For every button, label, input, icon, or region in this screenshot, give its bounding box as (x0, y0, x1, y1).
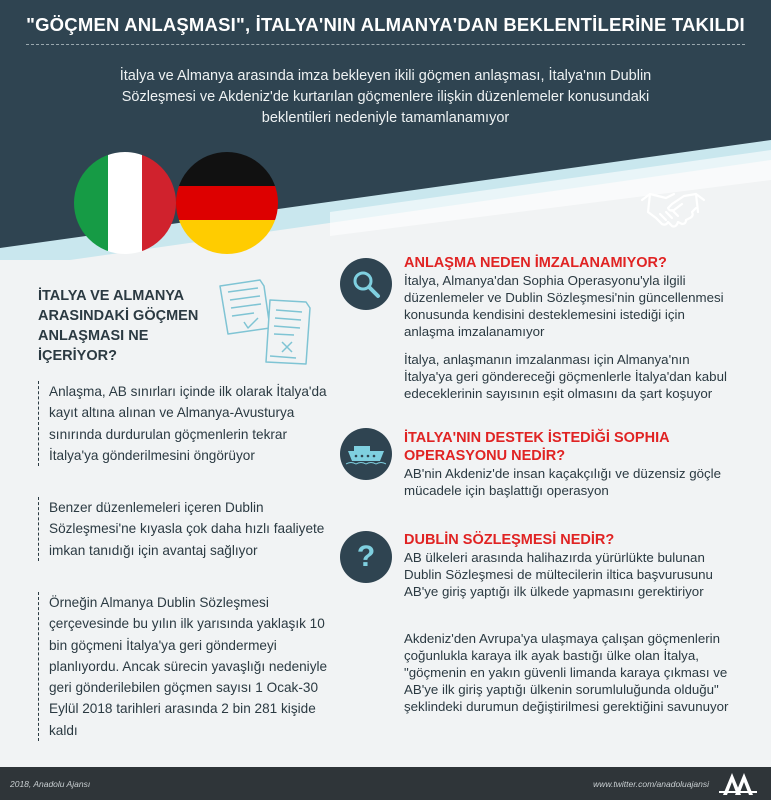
search-icon (340, 258, 392, 310)
list-item: Anlaşma, AB sınırları içinde ilk olarak İtalya'da kayıt altına alınan ve Almanya-Avusturya sınırında durdurulan göçmenlerin tekrar İtalya'ya gönderilmesini öngörüyor (38, 381, 338, 466)
page-subtitle: İtalya ve Almanya arasında imza bekleyen ikili göçmen anlaşması, İtalya'nın Dublin Sözleşmesi ve Akdeniz'de kurtarılan göçmenlere ilişkin düzenlemeler konusundaki beklentileri nedeniyle tamamlanamıyor (119, 68, 652, 126)
left-section-title: İTALYA VE ALMANYA ARASINDAKİ GÖÇMEN ANLAŞMASI NE İÇERİYOR? (38, 288, 199, 364)
page-title: "GÖÇMEN ANLAŞMASI", İTALYA'NIN ALMANYA'DAN BEKLENTİLERİNE TAKILDI (26, 14, 745, 35)
section-paragraph: Akdeniz'den Avrupa'ya ulaşmaya çalışan göçmenlerin çoğunlukla karaya ilk ayak bastığı ülke olan İtalya, "göçmenin en yakın güvenli limanda karaya çıkması ve AB'ye ilk giriş yaptığı ülkenin sorumluluğunda olduğu" şeklindeki durumun değiştirilmesi gerektiğini savunuyor (404, 631, 729, 714)
divider (26, 44, 745, 45)
list-item: Örneğin Almanya Dublin Sözleşmesi çerçevesinde bu yılın ilk yarısında yaklaşık 10 bin göçmeni İtalya'ya geri göndermeyi planlıyordu. Ancak sürecin yavaşlığı nedeniyle geri gönderilebilen göçmen sayısı 1 Ocak-30 Eylül 2018 tarihleri arasında 2 bin 281 kişide kaldı (38, 592, 338, 741)
footer (0, 767, 771, 800)
section-paragraph: AB'nin Akdeniz'de insan kaçakçılığı ve düzensiz göçle mücadele için başlattığı operasyon (404, 466, 722, 498)
section-title: DUBLİN SÖZLEŞMESİ NEDİR? (404, 532, 615, 548)
question-icon: ? (340, 531, 392, 583)
footer-twitter-link[interactable]: www.twitter.com/anadoluajansi (593, 779, 709, 789)
list-item: Benzer düzenlemeleri içeren Dublin Sözleşmesi'ne kıyasla çok daha hızlı faaliyete imkan tanıdığı için avantaj sağlıyor (38, 497, 338, 561)
aa-logo-icon (719, 771, 757, 797)
handshake-icon (640, 188, 706, 230)
section-title: ANLAŞMA NEDEN İMZALANAMIYOR? (404, 255, 667, 271)
section-paragraph: İtalya, anlaşmanın imzalanması için Almanya'nın İtalya'ya geri göndereceği göçmenlerle İtalya'dan kabul edeceklerinin sayısının eşit olmasını da şart koşuyor (404, 352, 727, 401)
italy-flag-icon (74, 152, 176, 254)
ship-icon (340, 428, 392, 480)
section-paragraph: İtalya, Almanya'dan Sophia Operasyonu'yla ilgili düzenlemeler ve Dublin Sözleşmesi'nin güncellenmesi konusunda kendisini desteklemesini istediği için anlaşma imzalanamıyor (404, 273, 724, 339)
section-paragraph: AB ülkeleri arasında halihazırda yürürlükte bulunan Dublin Sözleşmesi de mültecilerin iltica başvurusunu AB'ye giriş yaptığı ilk ülkede yapmasını gerektiriyor (404, 550, 713, 599)
germany-flag-icon (176, 152, 278, 254)
section-title: İTALYA'NIN DESTEK İSTEDİĞİ SOPHIA OPERASYONU NEDİR? (404, 430, 670, 464)
footer-credit: 2018, Anadolu Ajansı (10, 779, 91, 789)
